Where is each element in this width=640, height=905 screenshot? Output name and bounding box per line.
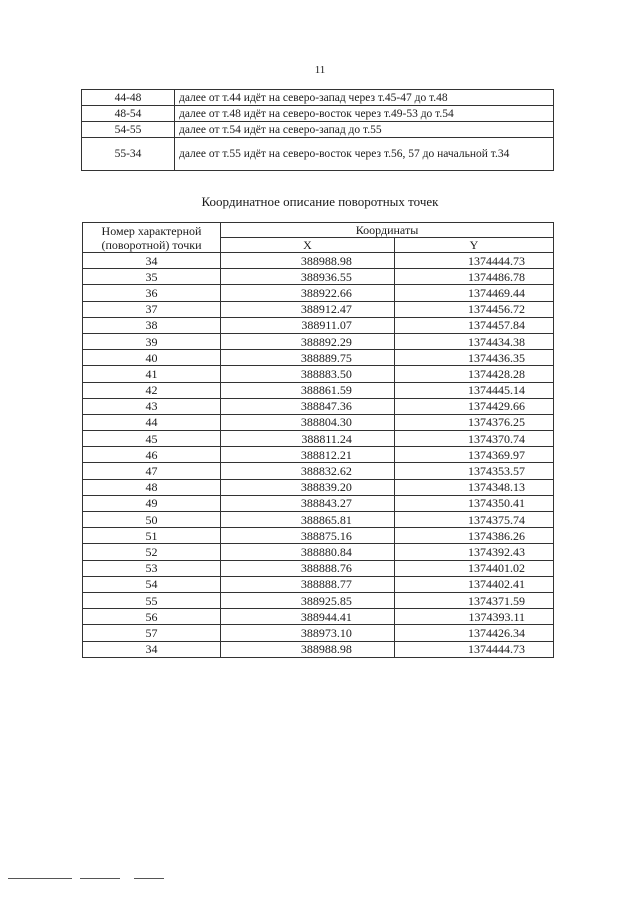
- x-coordinate-cell: 388888.76: [221, 560, 395, 576]
- x-coordinate-cell: 388812.21: [221, 447, 395, 463]
- y-coordinate-cell: 1374375.74: [394, 512, 553, 528]
- table-row: [83, 544, 554, 560]
- x-coordinate-cell: 388988.98: [221, 253, 395, 269]
- table-row: [83, 333, 554, 349]
- table-row: [83, 479, 554, 495]
- table-row: [83, 317, 554, 333]
- point-number-cell: 57: [83, 625, 221, 641]
- point-number-cell: 34: [83, 641, 221, 657]
- x-coordinate-cell: 388832.62: [221, 463, 395, 479]
- point-number-cell: 45: [83, 431, 221, 447]
- x-coordinate-cell: 388892.29: [221, 333, 395, 349]
- header-y: Y: [394, 238, 553, 253]
- x-coordinate-cell: 388883.50: [221, 366, 395, 382]
- table-row: [83, 366, 554, 382]
- y-coordinate-cell: 1374434.38: [394, 333, 553, 349]
- y-coordinate-cell: 1374353.57: [394, 463, 553, 479]
- point-number-cell: 40: [83, 350, 221, 366]
- x-coordinate-cell: 388988.98: [221, 641, 395, 657]
- table-row: [83, 301, 554, 317]
- x-coordinate-cell: 388880.84: [221, 544, 395, 560]
- table-row: [83, 285, 554, 301]
- table-row: [83, 641, 554, 657]
- x-coordinate-cell: 388843.27: [221, 495, 395, 511]
- y-coordinate-cell: 1374445.14: [394, 382, 553, 398]
- table-row: [83, 528, 554, 544]
- point-number-cell: 56: [83, 609, 221, 625]
- y-coordinate-cell: 1374386.26: [394, 528, 553, 544]
- point-number-cell: 38: [83, 317, 221, 333]
- y-coordinate-cell: 1374444.73: [394, 253, 553, 269]
- header-x: X: [221, 238, 395, 253]
- table-row: [83, 350, 554, 366]
- footer-rule: [8, 869, 164, 887]
- x-coordinate-cell: 388911.07: [221, 317, 395, 333]
- footer-line: [80, 878, 120, 879]
- header-row: [83, 223, 554, 238]
- y-coordinate-cell: 1374392.43: [394, 544, 553, 560]
- point-number-cell: 36: [83, 285, 221, 301]
- y-coordinate-cell: 1374456.72: [394, 301, 553, 317]
- point-number-cell: 54: [83, 576, 221, 592]
- x-coordinate-cell: 388912.47: [221, 301, 395, 317]
- table-row: [82, 90, 554, 106]
- y-coordinate-cell: 1374376.25: [394, 414, 553, 430]
- x-coordinate-cell: 388973.10: [221, 625, 395, 641]
- segment-cell: 44-48: [82, 90, 175, 106]
- segment-cell: 54-55: [82, 122, 175, 138]
- y-coordinate-cell: 1374401.02: [394, 560, 553, 576]
- x-coordinate-cell: 388811.24: [221, 431, 395, 447]
- table-row: [83, 253, 554, 269]
- coordinates-table: [82, 222, 554, 658]
- description-cell: далее от т.54 идёт на северо-запад до т.55: [175, 122, 554, 138]
- x-coordinate-cell: 388889.75: [221, 350, 395, 366]
- y-coordinate-cell: 1374369.97: [394, 447, 553, 463]
- table-row: [83, 592, 554, 608]
- description-cell: далее от т.48 идёт на северо-восток через т.49-53 до т.54: [175, 106, 554, 122]
- x-coordinate-cell: 388944.41: [221, 609, 395, 625]
- segment-cell: 55-34: [82, 138, 175, 171]
- footer-line: [8, 878, 72, 879]
- x-coordinate-cell: 388925.85: [221, 592, 395, 608]
- page-number: 11: [314, 64, 326, 76]
- table-row: [83, 431, 554, 447]
- x-coordinate-cell: 388804.30: [221, 414, 395, 430]
- y-coordinate-cell: 1374429.66: [394, 398, 553, 414]
- footer-line: [134, 878, 164, 879]
- y-coordinate-cell: 1374444.73: [394, 641, 553, 657]
- table-row: [83, 512, 554, 528]
- table-row: [83, 447, 554, 463]
- table-row: [82, 122, 554, 138]
- y-coordinate-cell: 1374469.44: [394, 285, 553, 301]
- table-caption: Координатное описание поворотных точек: [201, 194, 439, 209]
- y-coordinate-cell: 1374426.34: [394, 625, 553, 641]
- point-number-cell: 50: [83, 512, 221, 528]
- point-number-cell: 55: [83, 592, 221, 608]
- y-coordinate-cell: 1374428.28: [394, 366, 553, 382]
- x-coordinate-cell: 388936.55: [221, 269, 395, 285]
- point-number-cell: 43: [83, 398, 221, 414]
- route-description-table: [81, 89, 554, 171]
- point-number-cell: 51: [83, 528, 221, 544]
- y-coordinate-cell: 1374350.41: [394, 495, 553, 511]
- point-number-cell: 49: [83, 495, 221, 511]
- table-row: [83, 414, 554, 430]
- y-coordinate-cell: 1374486.78: [394, 269, 553, 285]
- y-coordinate-cell: 1374348.13: [394, 479, 553, 495]
- y-coordinate-cell: 1374370.74: [394, 431, 553, 447]
- table-row: [83, 463, 554, 479]
- y-coordinate-cell: 1374402.41: [394, 576, 553, 592]
- point-number-cell: 48: [83, 479, 221, 495]
- x-coordinate-cell: 388875.16: [221, 528, 395, 544]
- point-number-cell: 47: [83, 463, 221, 479]
- point-number-cell: 46: [83, 447, 221, 463]
- table-row: [83, 560, 554, 576]
- point-number-cell: 35: [83, 269, 221, 285]
- point-number-cell: 37: [83, 301, 221, 317]
- table-row: [83, 495, 554, 511]
- x-coordinate-cell: 388861.59: [221, 382, 395, 398]
- point-number-cell: 52: [83, 544, 221, 560]
- table-row: [82, 138, 554, 171]
- table-row: [82, 106, 554, 122]
- table-row: [83, 625, 554, 641]
- description-cell: далее от т.44 идёт на северо-запад через т.45-47 до т.48: [175, 90, 554, 106]
- x-coordinate-cell: 388888.77: [221, 576, 395, 592]
- header-point-number: Номер характерной (поворотной) точки: [83, 223, 221, 253]
- x-coordinate-cell: 388922.66: [221, 285, 395, 301]
- x-coordinate-cell: 388839.20: [221, 479, 395, 495]
- table-row: [83, 382, 554, 398]
- point-number-cell: 34: [83, 253, 221, 269]
- table-row: [83, 398, 554, 414]
- table-row: [83, 269, 554, 285]
- y-coordinate-cell: 1374371.59: [394, 592, 553, 608]
- table-row: [83, 576, 554, 592]
- point-number-cell: 41: [83, 366, 221, 382]
- point-number-cell: 42: [83, 382, 221, 398]
- description-cell: далее от т.55 идёт на северо-восток через т.56, 57 до начальной т.34: [175, 138, 554, 171]
- y-coordinate-cell: 1374457.84: [394, 317, 553, 333]
- point-number-cell: 39: [83, 333, 221, 349]
- point-number-cell: 53: [83, 560, 221, 576]
- x-coordinate-cell: 388847.36: [221, 398, 395, 414]
- point-number-cell: 44: [83, 414, 221, 430]
- y-coordinate-cell: 1374436.35: [394, 350, 553, 366]
- y-coordinate-cell: 1374393.11: [394, 609, 553, 625]
- segment-cell: 48-54: [82, 106, 175, 122]
- table-row: [83, 609, 554, 625]
- x-coordinate-cell: 388865.81: [221, 512, 395, 528]
- header-coordinates: Координаты: [221, 223, 554, 238]
